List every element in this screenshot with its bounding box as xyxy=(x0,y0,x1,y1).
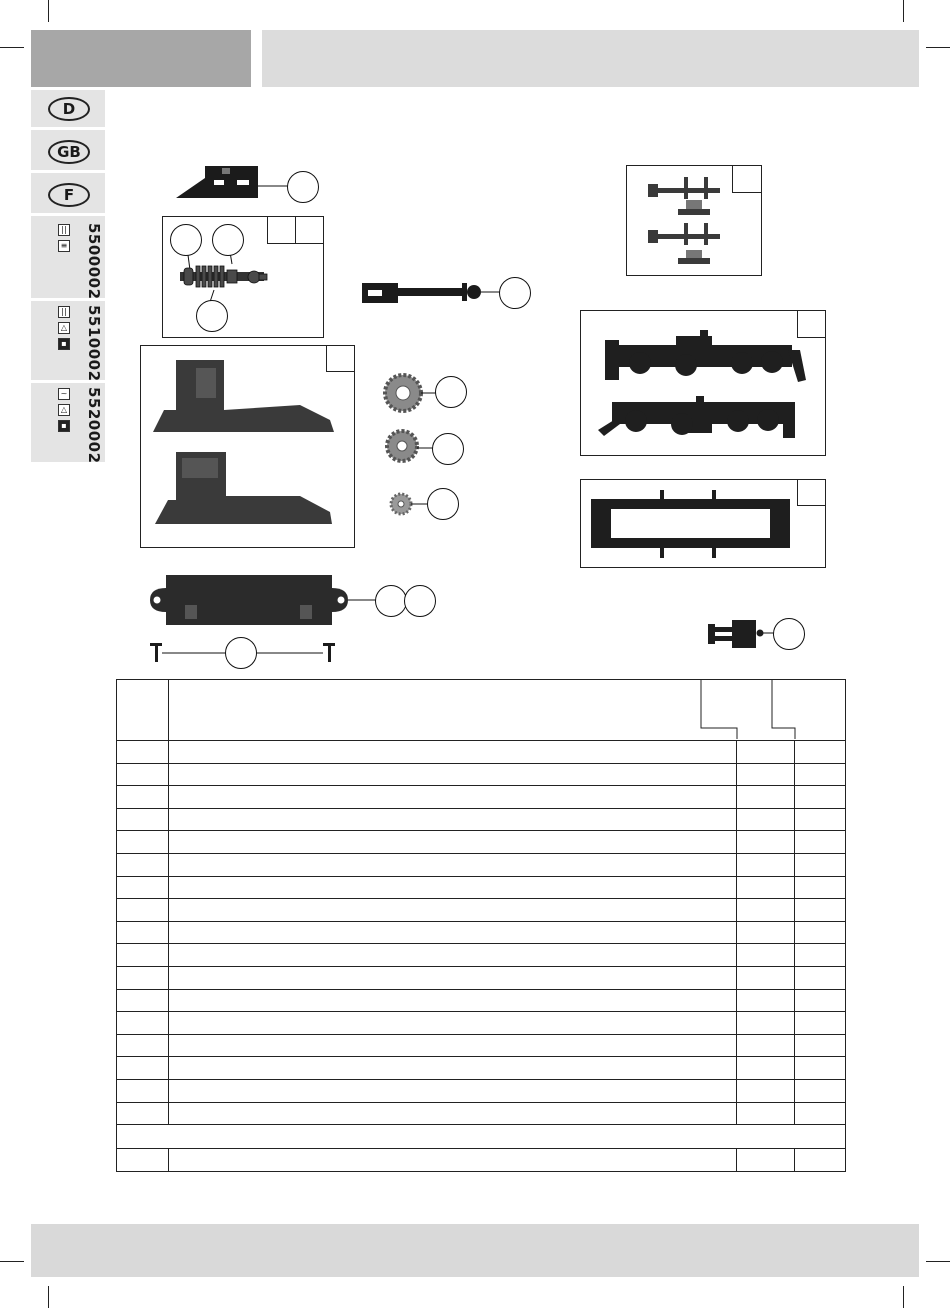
catalog-icon: ≡ xyxy=(58,240,70,252)
table-cell xyxy=(737,831,795,854)
table-cell xyxy=(737,741,795,764)
table-cell xyxy=(795,876,846,899)
gasket-frame xyxy=(580,479,826,568)
callout-circle xyxy=(196,300,228,332)
table-cell xyxy=(737,1012,795,1035)
part-label-box xyxy=(295,216,324,244)
table-cell xyxy=(169,989,737,1012)
callout-circle xyxy=(432,433,464,465)
table-cell xyxy=(795,786,846,809)
motor-bracket-part xyxy=(176,166,288,198)
table-cell xyxy=(795,808,846,831)
crop-mark xyxy=(0,1261,24,1262)
table-cell xyxy=(737,1057,795,1080)
gear-small-part xyxy=(391,494,427,514)
product-number: 5510002 xyxy=(85,305,103,382)
chassis-frame xyxy=(140,345,355,548)
table-section-row xyxy=(117,1125,846,1149)
table-row xyxy=(117,1079,846,1102)
callout-circle xyxy=(404,585,436,617)
table-cell xyxy=(737,921,795,944)
callout-circle xyxy=(287,171,319,203)
gear-large-part xyxy=(385,375,436,411)
analog-icon: ~ xyxy=(58,388,70,400)
table-cell xyxy=(169,1012,737,1035)
table-cell xyxy=(117,966,169,989)
table-row xyxy=(117,786,846,809)
crop-mark xyxy=(926,1261,950,1262)
bogie-frame xyxy=(580,310,826,456)
table-cell xyxy=(169,808,737,831)
part-label-box xyxy=(326,345,355,372)
table-cell xyxy=(737,876,795,899)
drive-shaft-part xyxy=(362,283,500,303)
table-cell xyxy=(169,831,737,854)
table-cell xyxy=(795,1102,846,1125)
table-cell xyxy=(169,786,737,809)
table-row xyxy=(117,876,846,899)
table-cell xyxy=(117,808,169,831)
table-row xyxy=(117,989,846,1012)
table-cell xyxy=(117,899,169,922)
table-cell xyxy=(795,899,846,922)
table-cell xyxy=(737,763,795,786)
table-cell xyxy=(737,989,795,1012)
table-cell xyxy=(169,1034,737,1057)
table-cell xyxy=(795,1012,846,1035)
table-row xyxy=(117,899,846,922)
table-cell xyxy=(737,899,795,922)
table-row xyxy=(117,1012,846,1035)
table-cell xyxy=(737,808,795,831)
callout-circle xyxy=(773,618,805,650)
table-row xyxy=(117,1149,846,1172)
table-cell xyxy=(169,966,737,989)
table-cell xyxy=(117,786,169,809)
table-cell xyxy=(737,1102,795,1125)
table-row xyxy=(117,1057,846,1080)
callout-circle xyxy=(212,224,244,256)
table-header-row xyxy=(117,680,846,741)
gear-medium-part xyxy=(387,431,433,461)
table-cell xyxy=(737,1079,795,1102)
table-cell xyxy=(169,741,737,764)
table-cell xyxy=(795,1057,846,1080)
table-cell xyxy=(737,853,795,876)
table-row xyxy=(117,853,846,876)
part-label-box xyxy=(797,310,826,338)
decoder-icon: ▪ xyxy=(58,338,70,350)
product-number: 5520002 xyxy=(85,387,103,464)
table-cell xyxy=(737,944,795,967)
table-cell xyxy=(795,853,846,876)
header-cell xyxy=(117,680,169,741)
table-cell xyxy=(117,1057,169,1080)
language-label: F xyxy=(48,183,90,207)
track-icon: || xyxy=(58,306,70,318)
table-cell xyxy=(795,989,846,1012)
table-cell xyxy=(117,989,169,1012)
table-cell xyxy=(169,1057,737,1080)
part-label-box xyxy=(732,165,762,193)
table-cell xyxy=(795,741,846,764)
table-cell xyxy=(117,876,169,899)
language-label: GB xyxy=(48,140,90,164)
table-row xyxy=(117,944,846,967)
table-cell xyxy=(117,763,169,786)
table-cell xyxy=(117,853,169,876)
table-cell xyxy=(169,853,737,876)
table-row xyxy=(117,1102,846,1125)
callout-circle xyxy=(170,224,202,256)
coupler-part xyxy=(708,620,775,648)
table-row xyxy=(117,741,846,764)
callout-circle xyxy=(435,376,467,408)
part-label-box xyxy=(267,216,296,244)
table-cell xyxy=(795,1034,846,1057)
table-cell xyxy=(117,944,169,967)
table-cell xyxy=(795,921,846,944)
table-cell xyxy=(169,944,737,967)
table-cell xyxy=(737,1149,795,1172)
table-cell xyxy=(169,1149,737,1172)
callout-circle xyxy=(427,488,459,520)
table-cell xyxy=(737,966,795,989)
table-cell xyxy=(795,966,846,989)
table-row xyxy=(117,808,846,831)
table-cell xyxy=(169,1079,737,1102)
table-row xyxy=(117,1034,846,1057)
crop-mark xyxy=(903,1286,904,1308)
table-cell xyxy=(117,1125,846,1149)
table-cell xyxy=(737,786,795,809)
table-cell xyxy=(169,763,737,786)
crop-mark xyxy=(48,1286,49,1308)
table-cell xyxy=(117,1102,169,1125)
table-cell xyxy=(795,1079,846,1102)
header-cell xyxy=(169,680,737,741)
sound-icon: △ xyxy=(58,322,70,334)
table-cell xyxy=(795,944,846,967)
callout-circle xyxy=(225,637,257,669)
table-cell xyxy=(117,1079,169,1102)
part-label-box xyxy=(797,479,826,506)
table-row xyxy=(117,763,846,786)
table-cell xyxy=(169,921,737,944)
parts-table xyxy=(116,679,846,1172)
header-cell xyxy=(795,680,846,741)
table-cell xyxy=(737,1034,795,1057)
table-cell xyxy=(117,741,169,764)
sound-icon: △ xyxy=(58,404,70,416)
table-cell xyxy=(169,876,737,899)
table-cell xyxy=(117,831,169,854)
table-cell xyxy=(117,1149,169,1172)
track-icon: || xyxy=(58,224,70,236)
table-cell xyxy=(795,831,846,854)
table-cell xyxy=(795,763,846,786)
table-row xyxy=(117,831,846,854)
header-cell xyxy=(737,680,795,741)
table-cell xyxy=(169,1102,737,1125)
callout-circle xyxy=(499,277,531,309)
table-cell xyxy=(117,1034,169,1057)
table-cell xyxy=(117,1012,169,1035)
callout-circle xyxy=(375,585,407,617)
table-row xyxy=(117,921,846,944)
language-label: D xyxy=(48,97,90,121)
product-number: 5500002 xyxy=(85,223,103,300)
table-row xyxy=(117,966,846,989)
frame-base-part xyxy=(150,575,376,625)
footer-bar xyxy=(31,1224,919,1277)
table-cell xyxy=(795,1149,846,1172)
decoder-icon: ▪ xyxy=(58,420,70,432)
table-cell xyxy=(117,921,169,944)
table-cell xyxy=(169,899,737,922)
